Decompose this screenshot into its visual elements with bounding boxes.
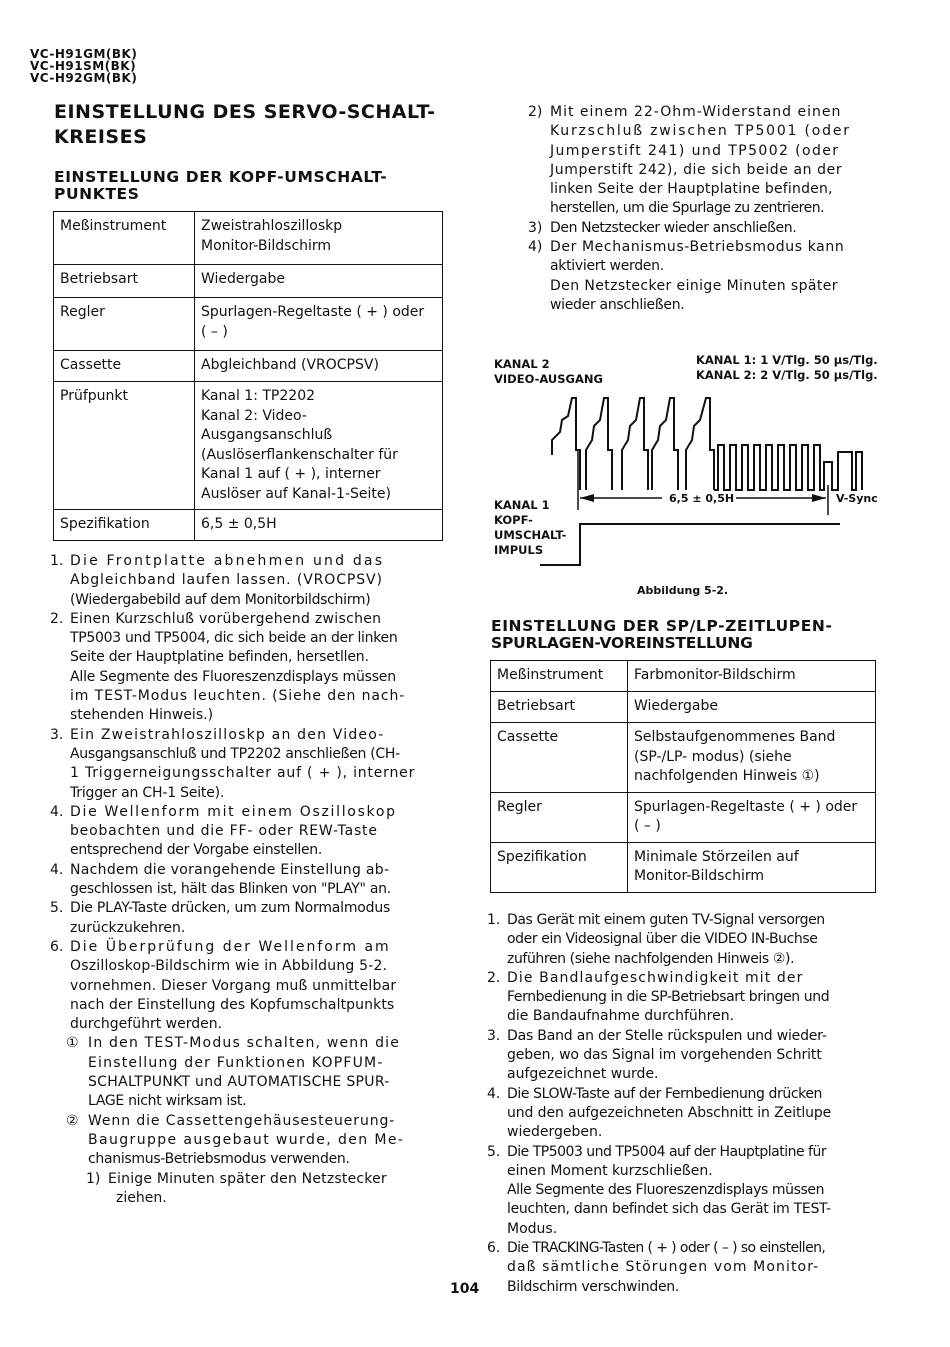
note-item: ① In den TEST-Modus schalten, wenn die Einstellung der Funktionen KOPFUM- SCHALTPUNKT und AUTOMATISCHE SPUR- LAGE nicht wirksam ist.	[66, 1035, 401, 1110]
video-ramp	[686, 398, 714, 490]
table-label: Spezifikation	[491, 842, 628, 892]
list-item: 3. Ein Zweistrahloszilloskp an den Video- Ausgangsanschluß und TP2202 anschließen (CH- 1 Triggerneigungsschalter auf ( + ), interner Trigger an CH-1 Seite).	[50, 726, 416, 801]
table-label: Cassette	[491, 723, 628, 793]
table-row	[491, 842, 876, 892]
table-label: Meßinstrument	[54, 212, 195, 265]
table-value: Farbmonitor-Bildschirm	[628, 661, 876, 692]
table-value: Wiedergabe	[628, 692, 876, 723]
table-value: Wiedergabe	[195, 265, 443, 298]
table-value: 6,5 ± 0,5H	[195, 510, 443, 541]
right-cont-steps	[528, 103, 878, 315]
list-item: 2. Einen Kurzschluß vorübergehend zwischen TP5003 und TP5004, dic sich beide an der linken Seite der Hauptplatine befinden, hersetllen. Alle Segmente des Fluoreszenzdisplays müssen im TEST-Modus leuchten. (Siehe den nach- stehenden Hinweis.)	[50, 610, 406, 724]
table-value: Spurlagen-Regeltaste ( + ) oder ( – )	[195, 298, 443, 351]
list-item: 4. Nachdem die vorangehende Einstellung ab- geschlossen ist, hält das Blinken von "PLAY" an.	[50, 861, 391, 898]
table-row	[54, 510, 443, 541]
table-label: Regler	[491, 792, 628, 842]
table-value: Minimale Störzeilen auf Monitor-Bildschirm	[628, 842, 876, 892]
kanal1-label: KANAL 1 KOPF- UMSCHALT- IMPULS	[494, 498, 567, 557]
model-line: VC-H92GM(BK)	[30, 71, 138, 85]
list-item: 5. Die TP5003 und TP5004 auf der Hauptplatine für einen Moment kurzschließen. Alle Segmente des Fluoreszenzdisplays müssen leuchten, dann befindet sich das Gerät im TEST- Modus.	[487, 1143, 831, 1237]
table-row	[54, 298, 443, 351]
figure-caption: Abbildung 5-2.	[637, 584, 729, 597]
note-item: ② Wenn die Cassettengehäusesteuerung- Baugruppe ausgebaut wurde, den Me- chanismus-Betriebsmodus verwenden.	[66, 1112, 405, 1168]
list-item: 4. Die SLOW-Taste auf der Fernbedienung drücken und den aufgezeichneten Abschnitt in Zeitlupe wiedergeben.	[487, 1085, 832, 1141]
spec-table-slow-tracking	[490, 660, 876, 893]
list-item: 6. Die TRACKING-Tasten ( + ) oder ( – ) so einstellen, daß sämtliche Störungen vom Monitor- Bildschirm verschwinden.	[487, 1240, 826, 1295]
video-ramp	[586, 398, 612, 490]
table-row	[491, 723, 876, 793]
video-ramp	[622, 398, 648, 490]
list-item: 1. Das Gerät mit einem guten TV-Signal versorgen oder ein Videosignal über die VIDEO IN-Buchse zuführen (siehe nachfolgenden Hinweis ②).	[487, 912, 825, 967]
list-item: 1. Die Frontplatte abnehmen und das Abgleichband laufen lassen. (VROCPSV) (Wiedergabebild auf dem Monitorbildschirm)	[50, 553, 385, 608]
subsection-title	[491, 618, 833, 652]
table-row	[54, 265, 443, 298]
table-label: Regler	[54, 298, 195, 351]
subsection-title	[54, 169, 387, 203]
list-item: 3) Den Netzstecker wieder anschließen.	[528, 219, 797, 236]
section-title-line: EINSTELLUNG DES SERVO-SCHALT-	[54, 101, 436, 123]
video-ramp	[652, 398, 678, 490]
table-row	[54, 351, 443, 382]
table-value: Abgleichband (VROCPSV)	[195, 351, 443, 382]
arrow-head	[812, 494, 826, 502]
scope-settings-label: KANAL 1: 1 V/Tlg. 50 µs/Tlg. KANAL 2: 2 V/Tlg. 50 µs/Tlg.	[696, 353, 878, 382]
table-row	[54, 382, 443, 510]
list-item: 2. Die Bandlaufgeschwindigkeit mit der Fernbedienung in die SP-Betriebsart bringen und die Bandaufnahme durchführen.	[487, 969, 830, 1025]
subnote-item: 1) Einige Minuten später den Netzstecker ziehen.	[86, 1170, 387, 1206]
table-row	[491, 792, 876, 842]
table-row	[491, 661, 876, 692]
table-label: Betriebsart	[54, 265, 195, 298]
measure-label: 6,5 ± 0,5H	[669, 492, 735, 505]
list-item: 6. Die Überprüfung der Wellenform am Oszilloskop-Bildschirm wie in Abbildung 5-2. vornehmen. Dieser Vorgang muß unmittelbar nach der Einstellung des Kopfumschaltpunkts durchgeführt werden.	[50, 938, 397, 1033]
sync-pulses	[714, 445, 862, 490]
page-number: 104	[450, 1281, 480, 1297]
spec-table-head-switch	[53, 211, 443, 541]
table-label: Prüfpunkt	[54, 382, 195, 510]
model-header	[30, 48, 137, 84]
subsection-title-line: EINSTELLUNG DER SP/LP-ZEITLUPEN-	[491, 617, 833, 635]
list-item: 2) Mit einem 22-Ohm-Widerstand einen Kurzschluß zwischen TP5001 (oder Jumperstift 241) und TP5002 (oder Jumperstift 242), die sich beide an der linken Seite der Hauptplatine befinden, herstellen, um die Spurlage zu zentrieren.	[528, 104, 851, 217]
model-line: VC-H91GM(BK)	[30, 47, 138, 61]
arrow-head	[580, 494, 594, 502]
model-line: VC-H91SM(BK)	[30, 59, 137, 73]
right-steps	[487, 911, 879, 1297]
subsection-title-line: EINSTELLUNG DER KOPF-UMSCHALT-	[54, 168, 388, 186]
video-ramp	[552, 398, 580, 490]
subsection-title-line: PUNKTES	[54, 185, 140, 203]
video-waveform	[552, 398, 862, 490]
table-label: Betriebsart	[491, 692, 628, 723]
table-label: Spezifikation	[54, 510, 195, 541]
table-value: Zweistrahloszilloskp Monitor-Bildschirm	[195, 212, 443, 265]
list-item: 3. Das Band an der Stelle rückspulen und wieder- geben, wo das Signal im vorgehenden Schritt aufgezeichnet wurde.	[487, 1027, 827, 1083]
vsync-label: V-Sync	[836, 492, 878, 505]
table-row	[54, 212, 443, 265]
head-switch-pulse	[540, 524, 840, 565]
section-title	[54, 100, 436, 150]
table-value: Spurlagen-Regeltaste ( + ) oder ( – )	[628, 792, 876, 842]
list-item: 4) Der Mechanismus-Betriebsmodus kann aktiviert werden. Den Netzstecker einige Minuten später wieder anschließen.	[528, 239, 845, 313]
list-item: 5. Die PLAY-Taste drücken, um zum Normalmodus zurückzukehren.	[50, 900, 391, 936]
table-row	[491, 692, 876, 723]
section-title-line: KREISES	[54, 126, 148, 148]
table-label: Cassette	[54, 351, 195, 382]
table-value: Kanal 1: TP2202 Kanal 2: Video- Ausgangsanschluß (Auslöserflankenschalter für Kanal 1 auf ( + ), interner Auslöser auf Kanal-1-Seite)	[195, 382, 443, 510]
left-steps	[50, 552, 442, 1208]
subsection-title-line: SPURLAGEN-VOREINSTELLUNG	[491, 634, 753, 652]
table-value: Selbstaufgenommenes Band (SP-/LP- modus) (siehe nachfolgenden Hinweis ①)	[628, 723, 876, 793]
waveform-diagram	[540, 390, 880, 580]
table-label: Meßinstrument	[491, 661, 628, 692]
kanal2-label: KANAL 2 VIDEO-AUSGANG	[494, 357, 603, 386]
list-item: 4. Die Wellenform mit einem Oszilloskop beobachten und die FF- oder REW-Taste entsprechend der Vorgabe einstellen.	[50, 803, 397, 859]
